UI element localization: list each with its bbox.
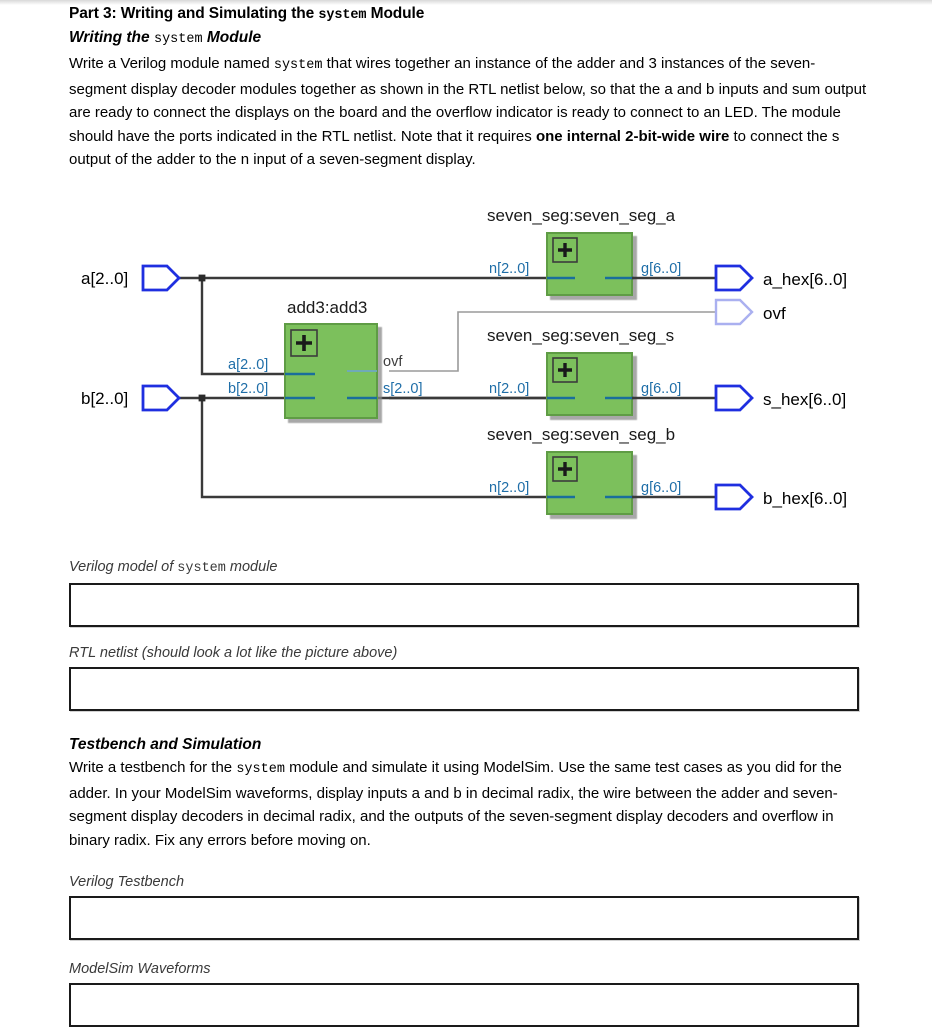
section-heading-post: Module: [202, 29, 262, 46]
page-title-post: Module: [366, 5, 425, 22]
block-seven-seg-b-title: seven_seg:seven_seg_b: [487, 425, 676, 444]
pin-label-sss-n: n[2..0]: [489, 381, 530, 397]
rtl-netlist-svg: [69, 208, 869, 533]
modelsim-waveforms-answer-box[interactable]: [69, 983, 859, 1027]
output-port-a-hex[interactable]: [716, 266, 847, 290]
verilog-model-label-pre: Verilog model of: [69, 559, 178, 575]
rtl-netlist-label-pre: RTL netlist (should look a lot like the picture above): [69, 645, 398, 661]
intro-paragraph-bold: one internal 2-bit-wide wire: [535, 127, 730, 145]
verilog-model-label-mono: system: [177, 561, 226, 576]
output-port-ovf-label: ovf: [763, 304, 786, 323]
testbench-paragraph: [69, 756, 859, 852]
intro-paragraph-part1: Write a Verilog module named: [69, 55, 274, 72]
output-port-ovf[interactable]: [716, 300, 786, 324]
testbench-paragraph-part1: Write a testbench for the: [69, 759, 237, 776]
pin-label-ssb-g: g[6..0]: [641, 480, 682, 496]
block-seven-seg-s-body[interactable]: [547, 353, 632, 415]
input-port-b-label: b[2..0]: [81, 389, 129, 408]
pin-label-ssa-g: g[6..0]: [641, 261, 682, 277]
rtl-netlist-label: [69, 644, 859, 662]
verilog-model-section: [69, 558, 859, 627]
block-seven-seg-s[interactable]: [487, 326, 718, 415]
block-seven-seg-a[interactable]: [487, 208, 718, 295]
output-port-a-hex-symbol[interactable]: [716, 266, 752, 290]
testbench-section: [69, 734, 859, 852]
input-port-a-label: a[2..0]: [81, 269, 129, 288]
testbench-paragraph-part2: module and simulate it using ModelSim. Use the same test cases as you did for the adder. In your ModelSim waveforms, display inputs a and b in decimal radix, the wire between the adder and seven-segment display decoders in decimal radix, and the outputs of the seven-segment display decoders and overflow in binary radix. Fix any errors before moving on.: [69, 759, 842, 849]
output-port-ovf-symbol[interactable]: [716, 300, 752, 324]
page-title-pre: Part 3: Writing and Simulating the: [69, 5, 319, 22]
pin-label-ssb-n: n[2..0]: [489, 480, 530, 496]
section-heading-mono: system: [153, 32, 203, 47]
rtl-netlist-diagram: [69, 208, 869, 533]
output-port-s-hex[interactable]: [716, 386, 846, 410]
output-port-b-hex[interactable]: [716, 485, 847, 509]
output-port-s-hex-symbol[interactable]: [716, 386, 752, 410]
verilog-model-answer-box[interactable]: [69, 583, 859, 627]
rtl-netlist-section: [69, 644, 859, 711]
intro-paragraph-part2: that wires together an instance of the adder and 3 instances of the seven-segment display decoder modules together as shown in the RTL netlist below, so that the a and b inputs and sum output are ready to connect the displays on the board and the overflow indicator is ready to connect to an LED. The module should have the ports indicated in the RTL netlist. Note that it requires: [69, 55, 867, 145]
verilog-model-label: [69, 558, 859, 578]
pin-label-ssa-n: n[2..0]: [489, 261, 530, 277]
input-port-a-symbol[interactable]: [143, 266, 179, 290]
section-heading-pre: Writing the: [69, 29, 154, 46]
pin-label-add3-b: b[2..0]: [228, 381, 269, 397]
verilog-model-label-post: module: [225, 559, 278, 575]
input-port-b-symbol[interactable]: [143, 386, 179, 410]
output-port-a-hex-label: a_hex[6..0]: [763, 270, 848, 289]
pin-label-sss-g: g[6..0]: [641, 381, 682, 397]
block-seven-seg-b[interactable]: [487, 425, 718, 514]
page-title-mono: system: [318, 8, 367, 23]
document-page: [69, 0, 869, 1024]
verilog-testbench-section: [69, 873, 859, 940]
input-port-a[interactable]: [81, 266, 179, 290]
verilog-testbench-label: Verilog Testbench: [69, 874, 185, 890]
modelsim-waveforms-section: [69, 960, 859, 1027]
block-add3-title: add3:add3: [287, 298, 368, 317]
block-seven-seg-a-title: seven_seg:seven_seg_a: [487, 208, 676, 225]
output-port-b-hex-symbol[interactable]: [716, 485, 752, 509]
block-seven-seg-s-title: seven_seg:seven_seg_s: [487, 326, 675, 345]
intro-paragraph-part3: to connect the s output of the adder to the n input of a seven-segment display.: [69, 127, 840, 168]
junction-a: [199, 275, 206, 282]
rtl-netlist-answer-box[interactable]: [69, 667, 859, 711]
section-heading-writing: [69, 27, 869, 50]
verilog-testbench-answer-box[interactable]: [69, 896, 859, 940]
testbench-heading: Testbench and Simulation: [69, 736, 262, 753]
pin-label-add3-ovf: ovf: [383, 354, 403, 370]
pin-label-add3-s: s[2..0]: [383, 381, 423, 397]
modelsim-waveforms-label: ModelSim Waveforms: [69, 961, 211, 977]
block-seven-seg-a-body[interactable]: [547, 233, 632, 295]
block-add3[interactable]: [228, 298, 423, 418]
output-port-s-hex-label: s_hex[6..0]: [763, 390, 847, 409]
block-seven-seg-b-body[interactable]: [547, 452, 632, 514]
page-title: [69, 4, 869, 26]
intro-paragraph-mono: system: [273, 58, 323, 73]
junction-b: [199, 395, 206, 402]
intro-paragraph: [69, 52, 869, 172]
testbench-paragraph-mono: system: [236, 762, 285, 777]
input-port-b[interactable]: [81, 386, 179, 410]
output-port-b-hex-label: b_hex[6..0]: [763, 489, 848, 508]
pin-label-add3-a: a[2..0]: [228, 357, 269, 373]
